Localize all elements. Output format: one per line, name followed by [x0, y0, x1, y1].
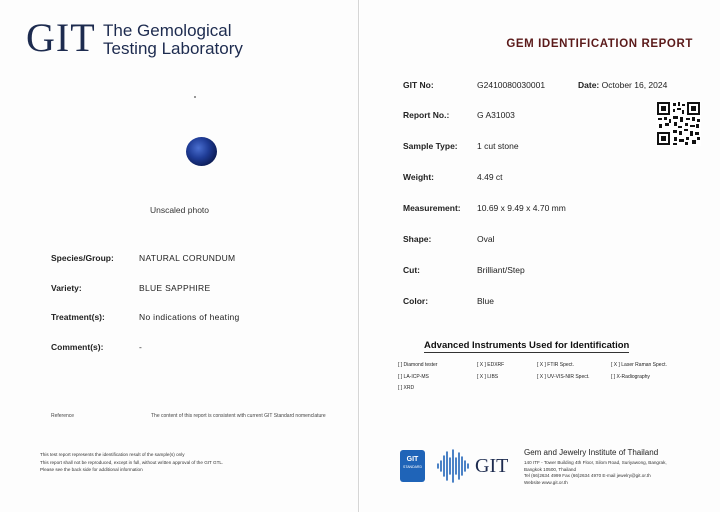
- address-line: Tel (66)2634 4999 Fax (66)2634 4970 E-mail jewelry@git.or.th: [524, 473, 651, 479]
- field-label: Sample Type:: [403, 141, 458, 151]
- date-label: Date:: [578, 80, 600, 90]
- lab-name-line1: The Gemological: [103, 21, 232, 40]
- address-line: 140 ITF - Tower Building 4th Floor, Silom Road, Suriyawong, Bangrak,: [524, 460, 667, 465]
- field-value: Oval: [477, 234, 495, 244]
- field-label: Treatment(s):: [51, 312, 105, 322]
- field-value: Brilliant/Step: [477, 265, 525, 275]
- field-value: G2410080030001: [477, 80, 546, 90]
- field-label: Cut:: [403, 265, 420, 275]
- photo-caption: Unscaled photo: [149, 205, 210, 215]
- field-label: Species/Group:: [51, 253, 114, 263]
- field-value: BLUE SAPPHIRE: [139, 283, 211, 293]
- footer-git-logo: GIT: [475, 455, 509, 477]
- instrument-item: [ ] XRD: [398, 385, 415, 391]
- field-value: 1 cut stone: [477, 141, 519, 151]
- right-page: [360, 0, 720, 512]
- field-value: 4.49 ct: [477, 172, 503, 182]
- field-label: Variety:: [51, 283, 82, 293]
- disclaimer-line: This report shall not be reproduced, except in full, without written approval of the GIT GTL.: [40, 459, 224, 465]
- field-label: Report No.:: [403, 110, 450, 120]
- field-label: Measurement:: [403, 203, 461, 213]
- badge-subtext: STANDARD: [403, 465, 422, 469]
- field-value: 10.69 x 9.49 x 4.70 mm: [477, 203, 566, 213]
- lab-name-line2: Testing Laboratory: [103, 39, 243, 58]
- field-label: Color:: [403, 296, 429, 306]
- instrument-item: [ X ] LIBS: [477, 374, 499, 380]
- badge-text: GIT: [406, 456, 419, 463]
- field-label: GIT No:: [403, 80, 434, 90]
- date-row: [578, 80, 667, 90]
- instrument-item: [ X ] Laser Raman Spect.: [611, 362, 667, 368]
- report-title: GEM IDENTIFICATION REPORT: [506, 38, 693, 50]
- gem-photo: [186, 137, 217, 166]
- field-value: NATURAL CORUNDUM: [139, 253, 236, 263]
- field-label: Shape:: [403, 234, 432, 244]
- instrument-item: [ ] Diamond tester: [398, 362, 438, 368]
- instrument-item: [ ] LA-ICP-MS: [398, 374, 429, 380]
- left-page: [0, 0, 359, 512]
- instrument-item: [ X ] EDXRF: [477, 362, 505, 368]
- field-value: G A31003: [477, 110, 515, 120]
- address-line: Website www.git.or.th: [524, 479, 568, 485]
- instrument-item: [ ] X-Radiography: [611, 374, 650, 380]
- instrument-item: [ X ] FTIR Spect.: [537, 362, 574, 368]
- qr-code-icon: [656, 101, 701, 146]
- field-value: -: [139, 342, 143, 352]
- instrument-item: [ X ] UV-VIS-NIR Spect.: [537, 374, 590, 380]
- address-line: Bangkok 10500, Thailand: [524, 466, 577, 472]
- disclaimer-line: This test report represents the identification result of the sample(s) only: [40, 452, 185, 457]
- reference-note: The content of this report is consistent with current GIT Standard nomenclature: [151, 413, 326, 419]
- git-standard-badge: [400, 450, 425, 482]
- date-value: October 16, 2024: [601, 80, 668, 90]
- git-logo-mark: GIT: [26, 15, 96, 60]
- field-value: No indications of heating: [139, 312, 240, 322]
- wave-logo-icon: [436, 448, 470, 484]
- disclaimer-line: Please see the back side for additional information: [40, 467, 143, 472]
- institute-address: [524, 460, 667, 486]
- field-value: Blue: [477, 296, 495, 306]
- disclaimer: [40, 451, 223, 474]
- field-label: Comment(s):: [51, 342, 104, 352]
- field-label: Weight:: [403, 172, 435, 182]
- reference-label: Reference: [51, 413, 75, 419]
- advanced-instruments-title: Advanced Instruments Used for Identification: [424, 340, 630, 351]
- institute-name: Gem and Jewelry Institute of Thailand: [524, 448, 659, 457]
- lab-name: [103, 22, 243, 58]
- photo-dot: [194, 96, 196, 98]
